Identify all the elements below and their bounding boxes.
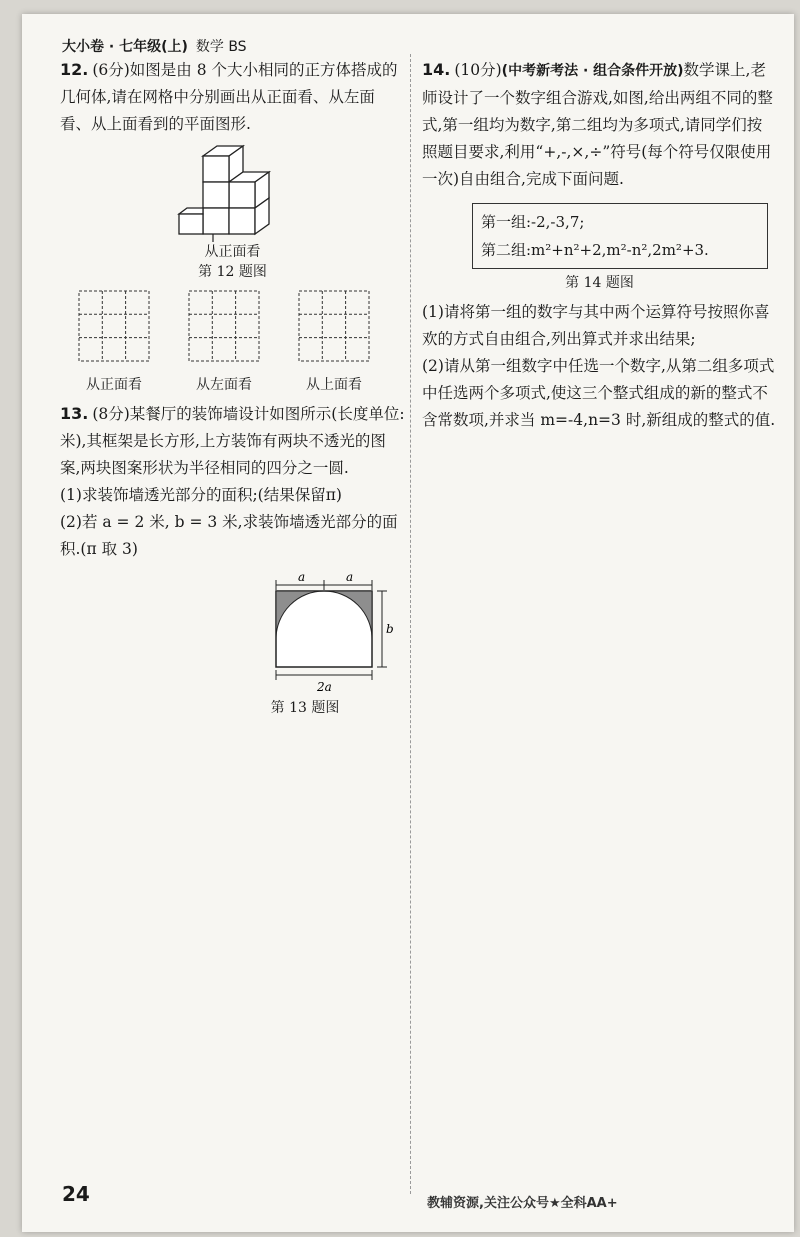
page-header <box>62 36 247 56</box>
dim-label-a1: a <box>298 573 306 584</box>
dim-label-width: 2a <box>317 680 332 694</box>
figure-caption: 第 12 题图 <box>198 264 267 280</box>
grid-front-cells <box>78 290 150 362</box>
question-14 <box>422 56 777 434</box>
page <box>22 14 794 1232</box>
figure-caption: 第 13 题图 <box>270 700 340 716</box>
question-score: (10分) <box>454 61 502 79</box>
question-13 <box>60 400 405 718</box>
question-text: (8分)某餐厅的装饰墙设计如图所示(长度单位:米),其框架是长方形,上方装饰有两块不透光的图案,两块图案形状为半径相同的四分之一圆. <box>60 405 405 477</box>
grid-label-top: 从上面看 <box>306 377 362 393</box>
question-number: 13. <box>60 404 89 423</box>
group-2: 第二组:m²+n²+2,m²-n²,2m²+3. <box>481 241 709 259</box>
integer-groups-box <box>472 203 768 269</box>
question-part-1: (1)求装饰墙透光部分的面积;(结果保留π) <box>60 486 342 504</box>
question-part-1: (1)请将第一组的数字与其中两个运算符号按照你喜欢的方式自由组合,列出算式并求出结果; <box>422 303 770 348</box>
column-divider <box>410 54 411 1194</box>
view-direction-label: 从正面看 <box>204 244 261 260</box>
question-number: 14. <box>422 60 451 79</box>
question-tag: (中考新考法 · 组合条件开放) <box>501 63 684 79</box>
grid-label-front: 从正面看 <box>86 377 142 393</box>
grid-top-cells <box>298 290 370 362</box>
grid-front[interactable] <box>78 290 150 399</box>
book-title: 大小卷 · 七年级(上) <box>62 39 188 55</box>
dim-label-b: b <box>386 622 394 636</box>
dim-label-a2: a <box>346 573 354 584</box>
question-12 <box>60 56 405 400</box>
question-part-2: (2)请从第一组数字中任选一个数字,从第二组多项式中任选两个多项式,使这三个整式组成的新的整式不含常数项,并求当 m=-4,n=3 时,新组成的整式的值. <box>422 357 776 429</box>
grid-left[interactable] <box>188 290 260 399</box>
subject-label: 数学 BS <box>195 39 247 55</box>
question-part-2: (2)若 a = 2 米, b = 3 米,求装饰墙透光部分的面积.(π 取 3) <box>60 513 398 558</box>
page-number: 24 <box>62 1182 90 1206</box>
grid-label-left: 从左面看 <box>196 377 252 393</box>
footer-note: 教辅资源,关注公众号★全科AA+ <box>427 1196 618 1211</box>
grid-top[interactable] <box>298 290 370 399</box>
grid-left-cells <box>188 290 260 362</box>
cube-figure <box>173 142 293 242</box>
right-column <box>422 56 777 434</box>
figure-caption: 第 14 题图 <box>565 275 634 291</box>
question-text: (6分)如图是由 8 个大小相同的正方体搭成的几何体,请在网格中分别画出从正面看、从左面看、从上面看到的平面图形. <box>60 61 398 133</box>
question-number: 12. <box>60 60 89 79</box>
wall-figure <box>268 573 398 698</box>
question-text: 数学课上,老师设计了一个数字组合游戏,如图,给出两组不同的整式,第一组均为数字,第二组均为多项式,请同学们按照题目要求,利用“+,-,×,÷”符号(每个符号仅限使用一次)自由组合,完成下面问题. <box>422 61 773 188</box>
drawing-grids <box>60 290 405 400</box>
group-1: 第一组:-2,-3,7; <box>481 213 585 231</box>
left-column <box>60 56 405 718</box>
